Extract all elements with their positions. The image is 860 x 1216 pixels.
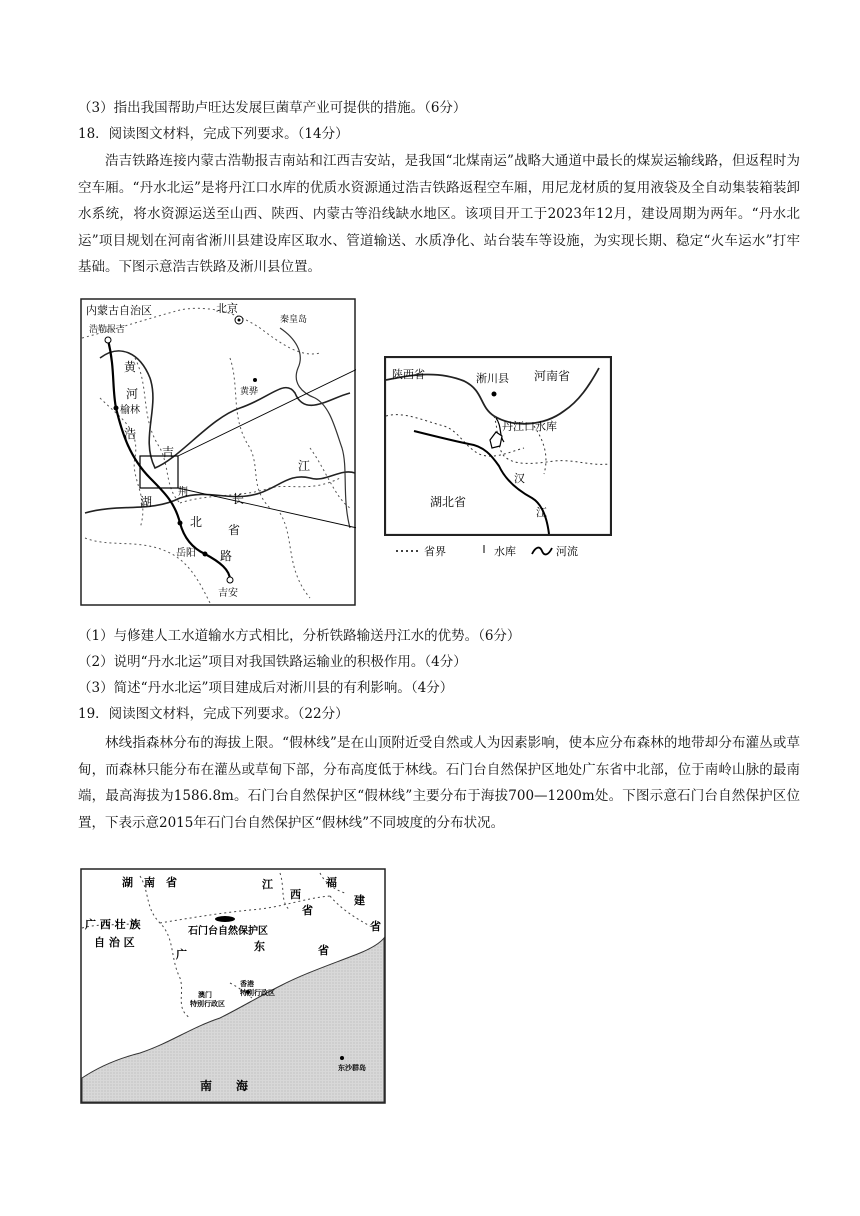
q17-part3: （3）指出我国帮助卢旺达发展巨菌草产业可提供的措施。（6分）: [78, 100, 467, 116]
q18-heading: 18．阅读图文材料，完成下列要求。（14分）: [78, 126, 349, 142]
label-hongkong-1: 香港: [240, 979, 254, 988]
label-lu: 路: [220, 549, 233, 563]
label-zhang: 长: [232, 492, 245, 506]
haoji-railway-map: [80, 298, 356, 606]
label-beijing: 北京: [216, 302, 238, 315]
inset-label-xichuan: 淅川县: [476, 372, 509, 385]
q18-question-1: （1）与修建人工水道输水方式相比，分析铁路输送丹江水的优势。（6分）: [78, 628, 521, 644]
shimentai-location-map: [80, 868, 386, 1104]
label-macau-2: 特别行政区: [190, 999, 225, 1008]
label-hunan: 湖 南 省: [122, 876, 177, 889]
xichuan-inset-map: [384, 356, 612, 536]
inset-label-henan: 河南省: [534, 369, 571, 383]
label-hongkong-2: 特别行政区: [240, 988, 275, 997]
label-guangdong-2: 东: [254, 940, 265, 953]
inset-label-han: 汉: [514, 472, 525, 485]
label-jing: 荆: [178, 487, 188, 498]
label-he: 河: [126, 387, 139, 401]
inset-label-reservoir: 丹江口水库: [502, 420, 557, 433]
label-fujian-1: 福: [326, 876, 337, 889]
label-macau-1: 澳门: [198, 990, 212, 999]
label-inner-mongolia: 内蒙古自治区: [86, 304, 152, 317]
label-hu: 湖: [140, 495, 153, 509]
label-ji: 吉: [162, 445, 175, 459]
q18-paragraph: 浩吉铁路连接内蒙古浩勒报吉南站和江西吉安站，是我国“北煤南运”战略大通道中最长的煤炭运输线路，但返程时为空车厢。“丹水北运”是将丹江口水库的优质水资源通过浩吉铁路返程空车厢，用尼龙材质的复用液袋及全自动集装箱装卸水系统，将水资源运送至山西、陕西、内蒙古等沿线缺水地区。该项目开工于2023年12月，建设周期为两年。“丹水北运”项目规划在河南省淅川县建设库区取水、管道输送、水质净化、站台装车等设施，为实现长期、稳定“火车运水”打牢基础。下图示意浩吉铁路及淅川县位置。: [78, 153, 800, 275]
label-jiangxi-2: 西: [290, 888, 301, 901]
label-huanghua: 黄骅: [240, 387, 259, 397]
q19-paragraph: 林线指森林分布的海拔上限。“假林线”是在山顶附近受自然或人为因素影响，使本应分布森林的地带却分布灌丛或草甸，而森林只能分布在灌丛或草甸下部，分布高度低于林线。石门台自然保护区地处广东省中北部，位于南岭山脉的最南端，最高海拔为1586.8m。石门台自然保护区“假林线”主要分布于海拔700—1200m处。下图示意石门台自然保护区位置，下表示意2015年石门台自然保护区“假林线”不同坡度的分布状况。: [78, 735, 800, 831]
label-south-sea: 南 海: [200, 1079, 249, 1093]
q18-question-3: （3）简述“丹水北运”项目建成后对淅川县的有利影响。（4分）: [78, 680, 454, 696]
map-legend: [384, 540, 620, 562]
label-jiangxi-1: 江: [262, 878, 273, 891]
label-guangdong-3: 省: [318, 944, 329, 957]
legend-reservoir: 水库: [494, 545, 516, 558]
label-haolebaoji: 浩勒报吉: [89, 325, 126, 335]
label-reserve: 石门台自然保护区: [188, 926, 268, 937]
label-yulin: 榆林: [120, 405, 140, 416]
inset-label-jiang: 江: [536, 506, 547, 519]
label-hao: 浩: [124, 427, 137, 441]
legend-river: 河流: [556, 545, 578, 558]
q18-question-2: （2）说明“丹水北运”项目对我国铁路运输业的积极作用。（4分）: [78, 654, 467, 670]
q19-heading: 19．阅读图文材料，完成下列要求。（22分）: [78, 706, 349, 722]
label-bei: 北: [190, 515, 203, 529]
label-yueyang: 岳阳: [176, 548, 196, 559]
label-jian: 吉安: [218, 588, 238, 599]
label-huang: 黄: [124, 360, 137, 374]
label-jiang: 江: [298, 459, 311, 473]
label-guangdong-1: 广: [176, 948, 187, 961]
label-fujian-2: 建: [354, 894, 365, 907]
label-guangxi-2: 自 治 区: [94, 936, 135, 949]
label-jiangxi-3: 省: [302, 904, 313, 917]
legend-border: 省界: [424, 545, 446, 558]
inset-label-shaanxi: 陕西省: [392, 368, 425, 381]
inset-label-hubei: 湖北省: [430, 495, 467, 509]
label-qinhuangdao: 秦皇岛: [280, 315, 308, 325]
label-guangxi-1: 广 西 壮 族: [85, 918, 141, 931]
label-dongsha: 东沙群岛: [338, 1063, 366, 1072]
label-sheng: 省: [228, 523, 241, 537]
label-fujian-3: 省: [370, 920, 381, 933]
